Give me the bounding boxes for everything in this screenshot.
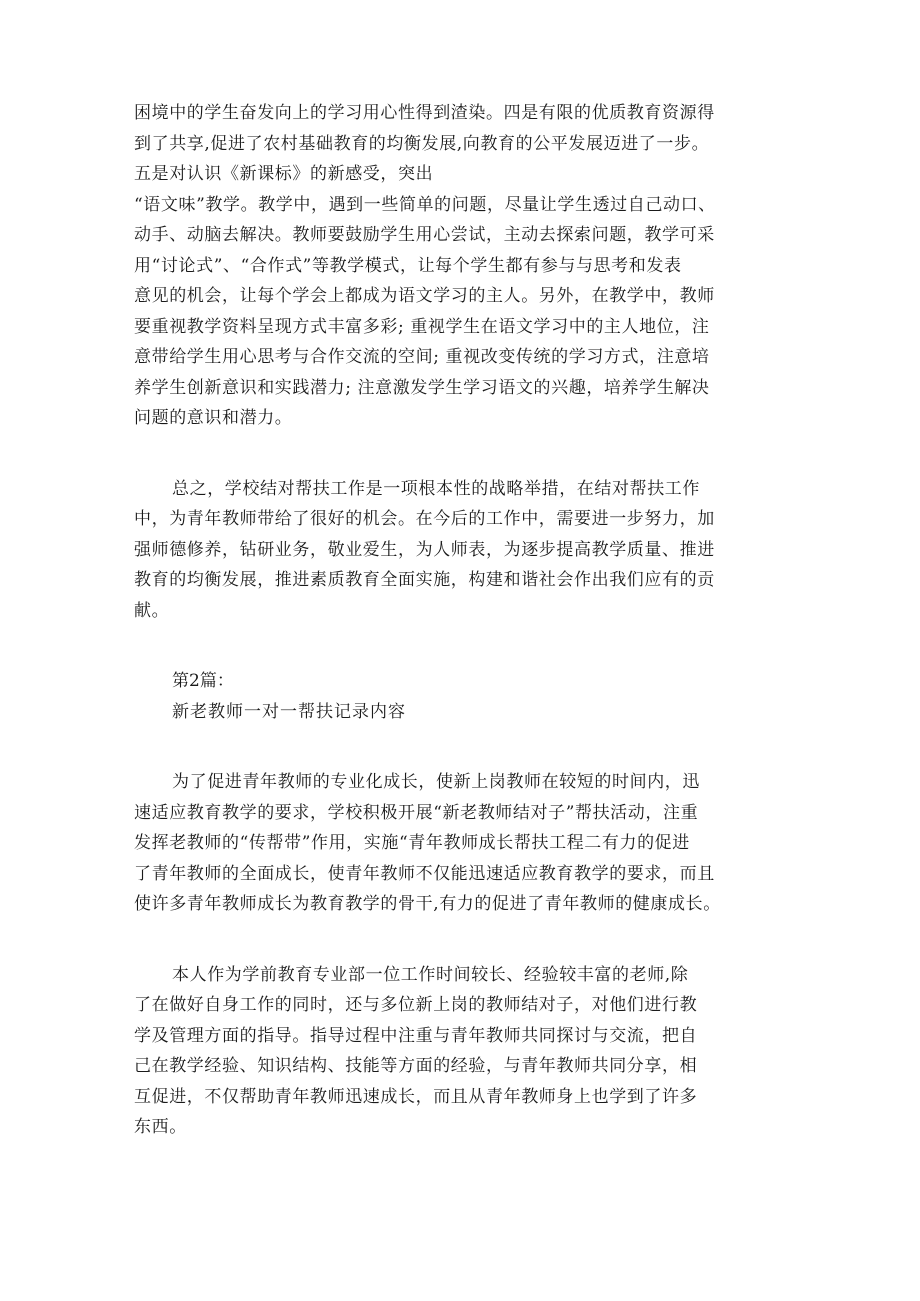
text-line: 强师德修养，钻研业务，敬业爱生，为人师表，为逐步提高教学质量、推进 <box>134 539 715 560</box>
paragraph-2 <box>134 474 802 627</box>
text-line: 为了促进青年教师的专业化成长，使新上岗教师在较短的时间内，迅 <box>172 772 700 792</box>
text-line: 五是对认识《新课标》的新感受，突出 <box>134 164 434 184</box>
text-line: 速适应教育教学的要求，学校积极开展“新老教师结对子”帮扶活动，注重 <box>134 802 699 823</box>
text-line: 本人作为学前教育专业部一位工作时间较长、经验较丰富的老师,除 <box>172 964 689 985</box>
text-line: 总之，学校结对帮扶工作是一项根本性的战略举措，在结对帮扶工作 <box>172 478 700 499</box>
text-line: 用“讨论式”、“合作式”等教学模式，让每个学生都有参与与思考和发表 <box>134 255 682 276</box>
text-line: “语文味”教学。教学中，遇到一些简单的问题，尽量让学生透过自己动口、 <box>134 194 716 215</box>
paragraph-4 <box>134 960 802 1143</box>
paragraph-gap <box>134 727 802 767</box>
text-line: 到了共享,促进了农村基础教育的均衡发展,向教育的公平发展迈进了一步。 <box>134 133 710 154</box>
text-line: 意带给学生用心思考与合作交流的空间; 重视改变传统的学习方式，注意培 <box>134 347 710 367</box>
text-line: 养学生创新意识和实践潜力; 注意激发学生学习语文的兴趣，培养学生解决 <box>134 377 710 398</box>
text-line: 动手、动脑去解决。教师要鼓励学生用心尝试，主动去探索问题，教学可采 <box>134 225 715 245</box>
text-line: 意见的机会，让每个学会上都成为语文学习的主人。另外，在教学中，教师 <box>134 286 715 306</box>
paragraph-gap <box>134 920 802 960</box>
text-line: 发挥老教师的“传帮带”作用，实施“青年教师成长帮扶工程二有力的促进 <box>134 833 690 853</box>
text-line: 问题的意识和潜力。 <box>134 408 293 428</box>
text-line: 己在教学经验、知识结构、技能等方面的经验，与青年教师共同分享，相 <box>134 1056 698 1076</box>
text-line: 献。 <box>134 600 170 621</box>
paragraph-gap <box>134 626 802 666</box>
text-line: 要重视教学资料呈现方式丰富多彩; 重视学生在语文学习中的主人地位，注 <box>134 316 710 337</box>
text-line: 使许多青年教师成长为教育教学的骨干,有力的促进了青年教师的健康成长。 <box>134 894 721 914</box>
text-line: 学及管理方面的指导。指导过程中注重与青年教师共同探讨与交流，把自 <box>134 1025 698 1046</box>
text-line: 了在做好自身工作的同时，还与多位新上岗的教师结对子，对他们进行教 <box>134 995 698 1015</box>
section-heading: 第2篇： <box>172 671 234 691</box>
section-subtitle: 新老教师一对一帮扶记录内容 <box>172 701 406 722</box>
paragraph-1 <box>134 98 802 434</box>
text-line: 东西。 <box>134 1117 187 1137</box>
paragraph-3 <box>134 767 802 920</box>
text-line: 中，为青年教师带给了很好的机会。在今后的工作中，需要进一步努力，加 <box>134 509 715 529</box>
text-line: 了青年教师的全面成长，使青年教师不仅能迅速适应教育教学的要求，而且 <box>134 863 715 884</box>
text-line: 困境中的学生奋发向上的学习用心性得到渣染。四是有限的优质教育资源得 <box>134 103 715 123</box>
text-line: 互促进，不仅帮助青年教师迅速成长，而且从青年教师身上也学到了许多 <box>134 1086 698 1107</box>
document-page <box>134 98 802 1143</box>
text-line: 教育的均衡发展，推进素质教育全面实施，构建和谐社会作出我们应有的贡 <box>134 570 715 590</box>
paragraph-gap <box>134 434 802 474</box>
